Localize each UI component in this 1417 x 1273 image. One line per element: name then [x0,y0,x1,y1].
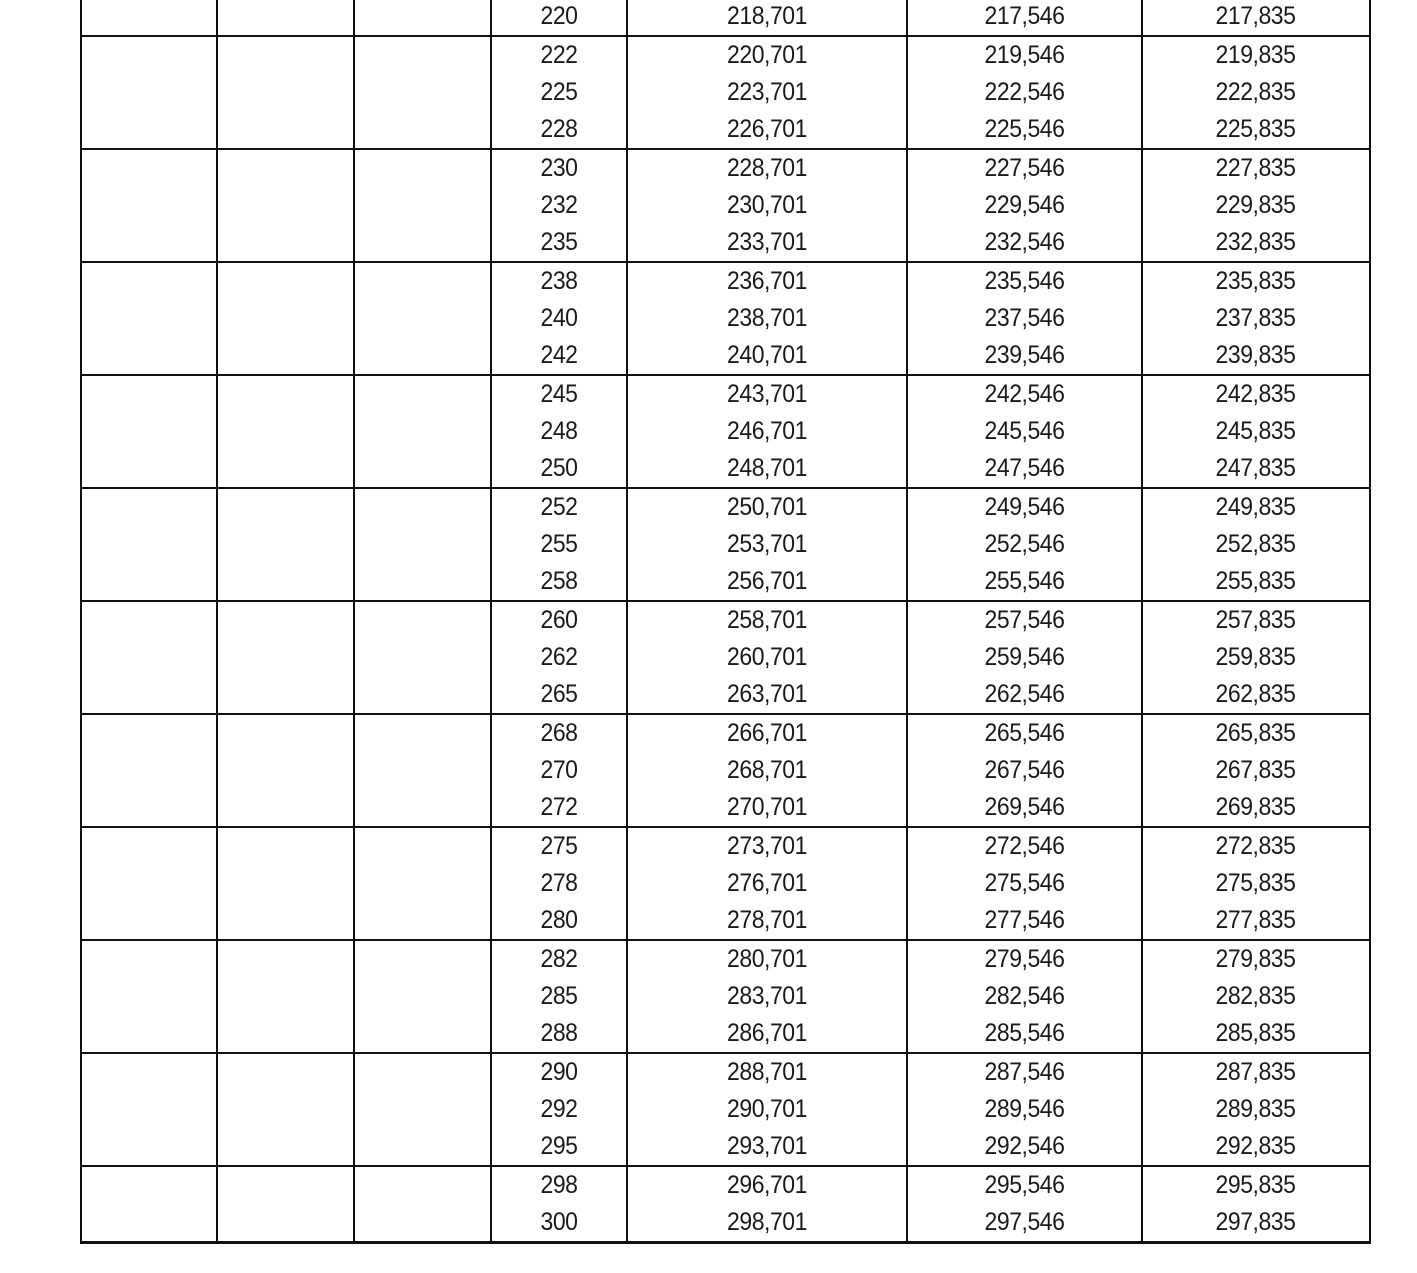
data-cell-column-3 [908,828,1143,939]
cell-value: 227,835 [1215,154,1296,182]
cell-value: 300 [540,1208,578,1236]
cell-value: 295,835 [1215,1171,1296,1199]
table-row-group [82,1052,1369,1165]
cell-value: 250 [540,454,578,482]
cell-value: 236,701 [727,267,807,295]
empty-cell [218,0,355,35]
cell-value: 250,701 [727,493,807,521]
cell-value: 293,701 [727,1132,807,1160]
cell-value: 245 [540,380,578,408]
cell-value: 245,835 [1215,417,1296,445]
cell-value: 285,546 [984,1019,1065,1047]
data-cell-column-4 [1143,37,1368,148]
cell-value: 225,835 [1215,115,1296,143]
empty-cell [82,150,218,261]
cell-value: 226,701 [727,115,807,143]
data-cell-column-1 [492,941,628,1052]
data-cell-column-1 [492,376,628,487]
data-cell-column-4 [1143,1167,1368,1241]
cell-value: 232,546 [984,228,1065,256]
cell-value: 220,701 [727,41,807,69]
empty-cell [82,828,218,939]
cell-value: 272,835 [1215,832,1296,860]
cell-value: 243,701 [727,380,807,408]
data-cell-column-3 [908,37,1143,148]
cell-value: 290 [540,1058,578,1086]
empty-cell [355,715,492,826]
cell-value: 285,835 [1215,1019,1296,1047]
empty-cell [82,1054,218,1165]
cell-value: 295 [540,1132,578,1160]
cell-value: 242 [540,341,578,369]
empty-cell [82,941,218,1052]
table-row-group [82,374,1369,487]
cell-value: 248 [540,417,578,445]
empty-cell [218,37,355,148]
data-cell-column-4 [1143,376,1368,487]
empty-cell [355,0,492,35]
cell-value: 235,835 [1215,267,1296,295]
data-cell-column-2 [628,0,908,35]
cell-value: 232 [540,191,578,219]
cell-value: 263,701 [727,680,807,708]
table-row-group [82,939,1369,1052]
cell-value: 229,546 [984,191,1065,219]
data-cell-column-1 [492,150,628,261]
cell-value: 257,835 [1215,606,1296,634]
data-cell-column-1 [492,1167,628,1241]
data-cell-column-2 [628,828,908,939]
cell-value: 270,701 [727,793,807,821]
cell-value: 286,701 [727,1019,807,1047]
table-row-group [82,261,1369,374]
empty-cell [355,1167,492,1241]
cell-value: 240,701 [727,341,807,369]
data-cell-column-3 [908,941,1143,1052]
data-cell-column-4 [1143,489,1368,600]
table-row-group [82,148,1369,261]
cell-value: 252,835 [1215,530,1296,558]
data-cell-column-2 [628,602,908,713]
data-cell-column-2 [628,263,908,374]
cell-value: 220 [540,2,578,30]
cell-value: 249,546 [984,493,1065,521]
data-cell-column-2 [628,1054,908,1165]
data-cell-column-3 [908,1054,1143,1165]
cell-value: 269,835 [1215,793,1296,821]
cell-value: 267,546 [984,756,1065,784]
cell-value: 246,701 [727,417,807,445]
cell-value: 262,546 [984,680,1065,708]
empty-cell [218,376,355,487]
cell-value: 257,546 [984,606,1065,634]
data-cell-column-3 [908,0,1143,35]
cell-value: 232,835 [1215,228,1296,256]
data-cell-column-3 [908,1167,1143,1241]
table-row-group [82,0,1369,35]
cell-value: 235 [540,228,578,256]
empty-cell [218,489,355,600]
cell-value: 275,546 [984,869,1065,897]
cell-value: 275 [540,832,578,860]
cell-value: 223,701 [727,78,807,106]
empty-cell [218,828,355,939]
cell-value: 289,546 [984,1095,1065,1123]
cell-value: 278,701 [727,906,807,934]
cell-value: 258 [540,567,578,595]
cell-value: 222,835 [1215,78,1296,106]
empty-cell [355,376,492,487]
cell-value: 272,546 [984,832,1065,860]
cell-value: 297,835 [1215,1208,1296,1236]
table-row-group [82,600,1369,713]
cell-value: 277,835 [1215,906,1296,934]
cell-value: 259,835 [1215,643,1296,671]
cell-value: 295,546 [984,1171,1065,1199]
cell-value: 292 [540,1095,578,1123]
cell-value: 275,835 [1215,869,1296,897]
data-cell-column-4 [1143,941,1368,1052]
cell-value: 290,701 [727,1095,807,1123]
data-cell-column-2 [628,489,908,600]
cell-value: 292,835 [1215,1132,1296,1160]
cell-value: 277,546 [984,906,1065,934]
cell-value: 227,546 [984,154,1065,182]
data-cell-column-1 [492,263,628,374]
data-cell-column-4 [1143,0,1368,35]
cell-value: 287,835 [1215,1058,1296,1086]
cell-value: 217,546 [984,2,1065,30]
empty-cell [82,0,218,35]
data-cell-column-1 [492,489,628,600]
cell-value: 298 [540,1171,578,1199]
empty-cell [82,376,218,487]
cell-value: 230,701 [727,191,807,219]
cell-value: 218,701 [727,2,807,30]
empty-cell [82,715,218,826]
empty-cell [218,1167,355,1241]
cell-value: 262,835 [1215,680,1296,708]
cell-value: 267,835 [1215,756,1296,784]
cell-value: 266,701 [727,719,807,747]
cell-value: 273,701 [727,832,807,860]
cell-value: 228 [540,115,578,143]
cell-value: 235,546 [984,267,1065,295]
cell-value: 268,701 [727,756,807,784]
cell-value: 256,701 [727,567,807,595]
cell-value: 297,546 [984,1208,1065,1236]
data-cell-column-4 [1143,715,1368,826]
data-cell-column-4 [1143,1054,1368,1165]
cell-value: 237,546 [984,304,1065,332]
empty-cell [218,150,355,261]
cell-value: 262 [540,643,578,671]
cell-value: 270 [540,756,578,784]
data-cell-column-1 [492,0,628,35]
cell-value: 225,546 [984,115,1065,143]
cell-value: 265,546 [984,719,1065,747]
empty-cell [82,1167,218,1241]
cell-value: 229,835 [1215,191,1296,219]
empty-cell [82,489,218,600]
cell-value: 280 [540,906,578,934]
cell-value: 252 [540,493,578,521]
cell-value: 239,835 [1215,341,1296,369]
cell-value: 276,701 [727,869,807,897]
cell-value: 255,835 [1215,567,1296,595]
table-row-group [82,1165,1369,1241]
cell-value: 260,701 [727,643,807,671]
cell-value: 219,835 [1215,41,1296,69]
empty-cell [218,715,355,826]
empty-cell [355,150,492,261]
cell-value: 249,835 [1215,493,1296,521]
data-cell-column-1 [492,715,628,826]
cell-value: 217,835 [1215,2,1296,30]
cell-value: 247,546 [984,454,1065,482]
table-row-group [82,826,1369,939]
cell-value: 228,701 [727,154,807,182]
cell-value: 238 [540,267,578,295]
cell-value: 255,546 [984,567,1065,595]
cell-value: 289,835 [1215,1095,1296,1123]
data-cell-column-1 [492,602,628,713]
data-cell-column-4 [1143,263,1368,374]
cell-value: 282,835 [1215,982,1296,1010]
cell-value: 242,835 [1215,380,1296,408]
cell-value: 259,546 [984,643,1065,671]
cell-value: 282 [540,945,578,973]
cell-value: 233,701 [727,228,807,256]
empty-cell [218,602,355,713]
cell-value: 296,701 [727,1171,807,1199]
data-cell-column-1 [492,37,628,148]
data-cell-column-4 [1143,150,1368,261]
cell-value: 280,701 [727,945,807,973]
data-cell-column-1 [492,1054,628,1165]
cell-value: 279,546 [984,945,1065,973]
data-cell-column-4 [1143,828,1368,939]
empty-cell [218,1054,355,1165]
data-cell-column-3 [908,489,1143,600]
cell-value: 219,546 [984,41,1065,69]
cell-value: 292,546 [984,1132,1065,1160]
cell-value: 225 [540,78,578,106]
empty-cell [355,263,492,374]
table-row-group [82,35,1369,148]
cell-value: 278 [540,869,578,897]
cell-value: 255 [540,530,578,558]
data-cell-column-3 [908,376,1143,487]
data-cell-column-2 [628,150,908,261]
cell-value: 238,701 [727,304,807,332]
cell-value: 252,546 [984,530,1065,558]
cell-value: 269,546 [984,793,1065,821]
empty-cell [355,489,492,600]
table-row-group [82,487,1369,600]
data-cell-column-3 [908,602,1143,713]
data-cell-column-4 [1143,602,1368,713]
cell-value: 272 [540,793,578,821]
cell-value: 288,701 [727,1058,807,1086]
data-cell-column-2 [628,376,908,487]
cell-value: 298,701 [727,1208,807,1236]
cell-value: 287,546 [984,1058,1065,1086]
empty-cell [218,263,355,374]
cell-value: 253,701 [727,530,807,558]
cell-value: 237,835 [1215,304,1296,332]
cell-value: 240 [540,304,578,332]
empty-cell [82,37,218,148]
cell-value: 260 [540,606,578,634]
data-cell-column-2 [628,1167,908,1241]
cell-value: 282,546 [984,982,1065,1010]
cell-value: 230 [540,154,578,182]
cell-value: 239,546 [984,341,1065,369]
data-cell-column-3 [908,150,1143,261]
cell-value: 265 [540,680,578,708]
empty-cell [355,828,492,939]
cell-value: 245,546 [984,417,1065,445]
empty-cell [355,602,492,713]
cell-value: 265,835 [1215,719,1296,747]
data-cell-column-3 [908,263,1143,374]
cell-value: 288 [540,1019,578,1047]
empty-cell [355,941,492,1052]
cell-value: 279,835 [1215,945,1296,973]
cell-value: 248,701 [727,454,807,482]
cell-value: 283,701 [727,982,807,1010]
data-cell-column-2 [628,941,908,1052]
cell-value: 222,546 [984,78,1065,106]
data-cell-column-2 [628,37,908,148]
data-cell-column-2 [628,715,908,826]
cell-value: 268 [540,719,578,747]
empty-cell [82,263,218,374]
empty-cell [355,37,492,148]
cell-value: 242,546 [984,380,1065,408]
data-cell-column-1 [492,828,628,939]
cell-value: 247,835 [1215,454,1296,482]
data-cell-column-3 [908,715,1143,826]
cell-value: 285 [540,982,578,1010]
table-row-group [82,713,1369,826]
cell-value: 258,701 [727,606,807,634]
empty-cell [355,1054,492,1165]
empty-cell [82,602,218,713]
data-table [80,0,1371,1244]
empty-cell [218,941,355,1052]
cell-value: 222 [540,41,578,69]
